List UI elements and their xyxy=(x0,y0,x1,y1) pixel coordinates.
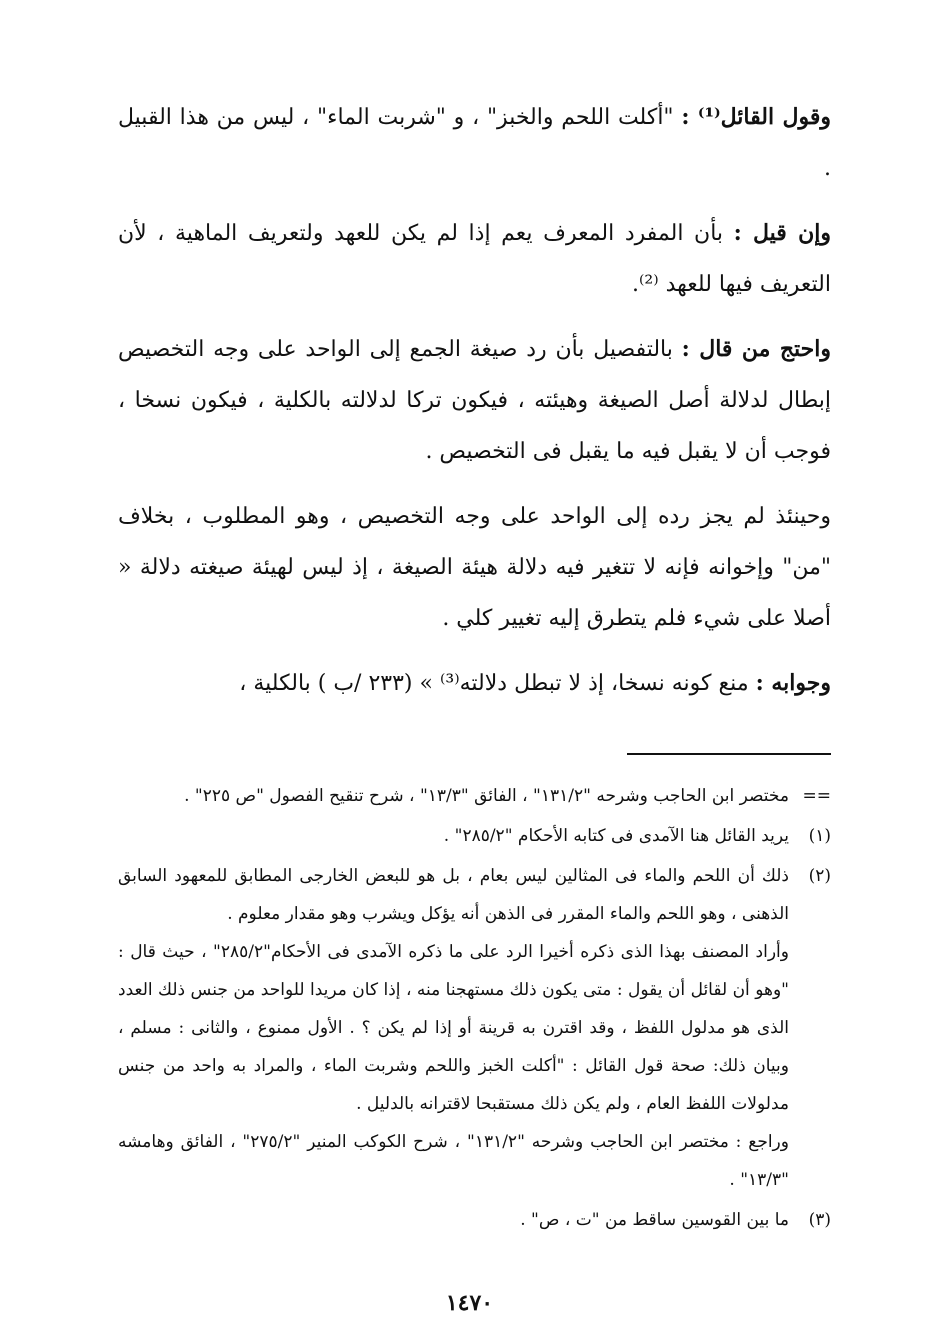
paragraph-lead: وإن قيل : xyxy=(733,220,831,246)
footnote-separator-wrap xyxy=(118,723,831,777)
paragraph xyxy=(118,658,831,709)
footnote-line: وأراد المصنف بهذا الذى ذكره أخيرا الرد على ما ذكره الآمدى فى الأحكام"٢٨٥/٢" ، حيث قال : "وهو أن لقائل أن يقول : متى يكون ذلك مستهجنا منه ، إذا كان مريدا للواحد من جنس ذلك العدد الذى هو مدلول اللفظ ، وقد اقترن به قرينة أو إذا لم يكن ؟ . الأول ممنوع ، والثانى : مسلم ، وبيان ذلك: صحة قول القائل : "أكلت الخبز واللحم وشربت الماء ، والمراد به واحد من جنس مدلولات اللفظ العام ، ولم يكن ذلك مستقبحا لاقترانه بالدليل . xyxy=(118,942,789,1114)
footnote-body xyxy=(118,777,789,815)
paragraph-text: منع كونه نسخا، إذ لا تبطل دلالته⁽³⁾ » (٢٣٣ /ب ) بالكلية ، xyxy=(239,671,756,696)
paragraph xyxy=(118,491,831,644)
paragraph xyxy=(118,208,831,310)
footnote-line: يريد القائل هنا الآمدى فى كتابه الأحكام "٢٨٥/٢" . xyxy=(443,826,789,846)
paragraph-lead: وقول القائل⁽¹⁾ : xyxy=(681,104,832,130)
footnotes xyxy=(118,777,831,1239)
paragraph-text: وحينئذ لم يجز رده إلى الواحد على وجه التخصيص ، وهو المطلوب ، بخلاف "من" وإخوانه فإنه لا تتغير فيه دلالة هيئة الصيغة ، إذ ليس لهيئة صيغته دلالة « أصلا على شيء فلم يتطرق إليه تغيير كلي . xyxy=(118,504,831,631)
footnote-body xyxy=(118,857,789,1199)
footnote-line: ذلك أن اللحم والماء فى المثالين ليس بعام ، بل هو للبعض الخارجى المطابق للمعهود السابق الذهنى ، وهو اللحم والماء المقرر فى الذهن أنه يؤكل ويشرب وهو مقدار معلوم . xyxy=(118,866,789,924)
page-number: ١٤٧٠ xyxy=(445,1290,494,1316)
footnote-3 xyxy=(118,1201,831,1239)
footnote-1 xyxy=(118,817,831,855)
paragraph-lead: واحتج من قال : xyxy=(681,336,831,362)
footnote-line: ما بين القوسين ساقط من "ت ، ص" . xyxy=(520,1210,789,1230)
main-text xyxy=(118,92,831,709)
footnote-body xyxy=(118,1201,789,1239)
paragraph xyxy=(118,324,831,477)
footnote-line: وراجع : مختصر ابن الحاجب وشرحه "١٣١/٢" ، شرح الكوكب المنير "٢٧٥/٢" ، الفائق وهامشه "١٣/٣" . xyxy=(118,1132,789,1190)
paragraph-text: بأن المفرد المعرف يعم إذا لم يكن للعهد ولتعريف الماهية ، لأن التعريف فيها للعهد ⁽²⁾. xyxy=(118,221,831,297)
footnote-marker: == xyxy=(802,786,831,806)
paragraph-lead: وجوابه : xyxy=(755,670,831,696)
footnote-marker: (١) xyxy=(808,826,831,846)
paragraph xyxy=(118,92,831,194)
footnote-continued xyxy=(118,777,831,815)
footnote-separator xyxy=(627,753,831,755)
footnote-marker: (٢) xyxy=(808,866,831,886)
footnote-body xyxy=(118,817,789,855)
paragraph-text: "أكلت اللحم والخبز" ، و "شربت الماء" ، ليس من هذا القبيل . xyxy=(118,105,831,181)
footnote-2 xyxy=(118,857,831,1199)
footnote-marker: (٣) xyxy=(808,1210,831,1230)
paragraph-text: بالتفصيل بأن رد صيغة الجمع إلى الواحد على وجه التخصيص إبطال لدلالة أصل الصيغة وهيئته ، فيكون تركا لدلالته بالكلية ، فيكون نسخا ، فوجب أن لا يقبل فيه ما يقبل فى التخصيص . xyxy=(118,337,831,464)
footnote-line: مختصر ابن الحاجب وشرحه "١٣١/٢" ، الفائق "١٣/٣" ، شرح تنقيح الفصول "ص ٢٢٥" . xyxy=(184,786,789,806)
